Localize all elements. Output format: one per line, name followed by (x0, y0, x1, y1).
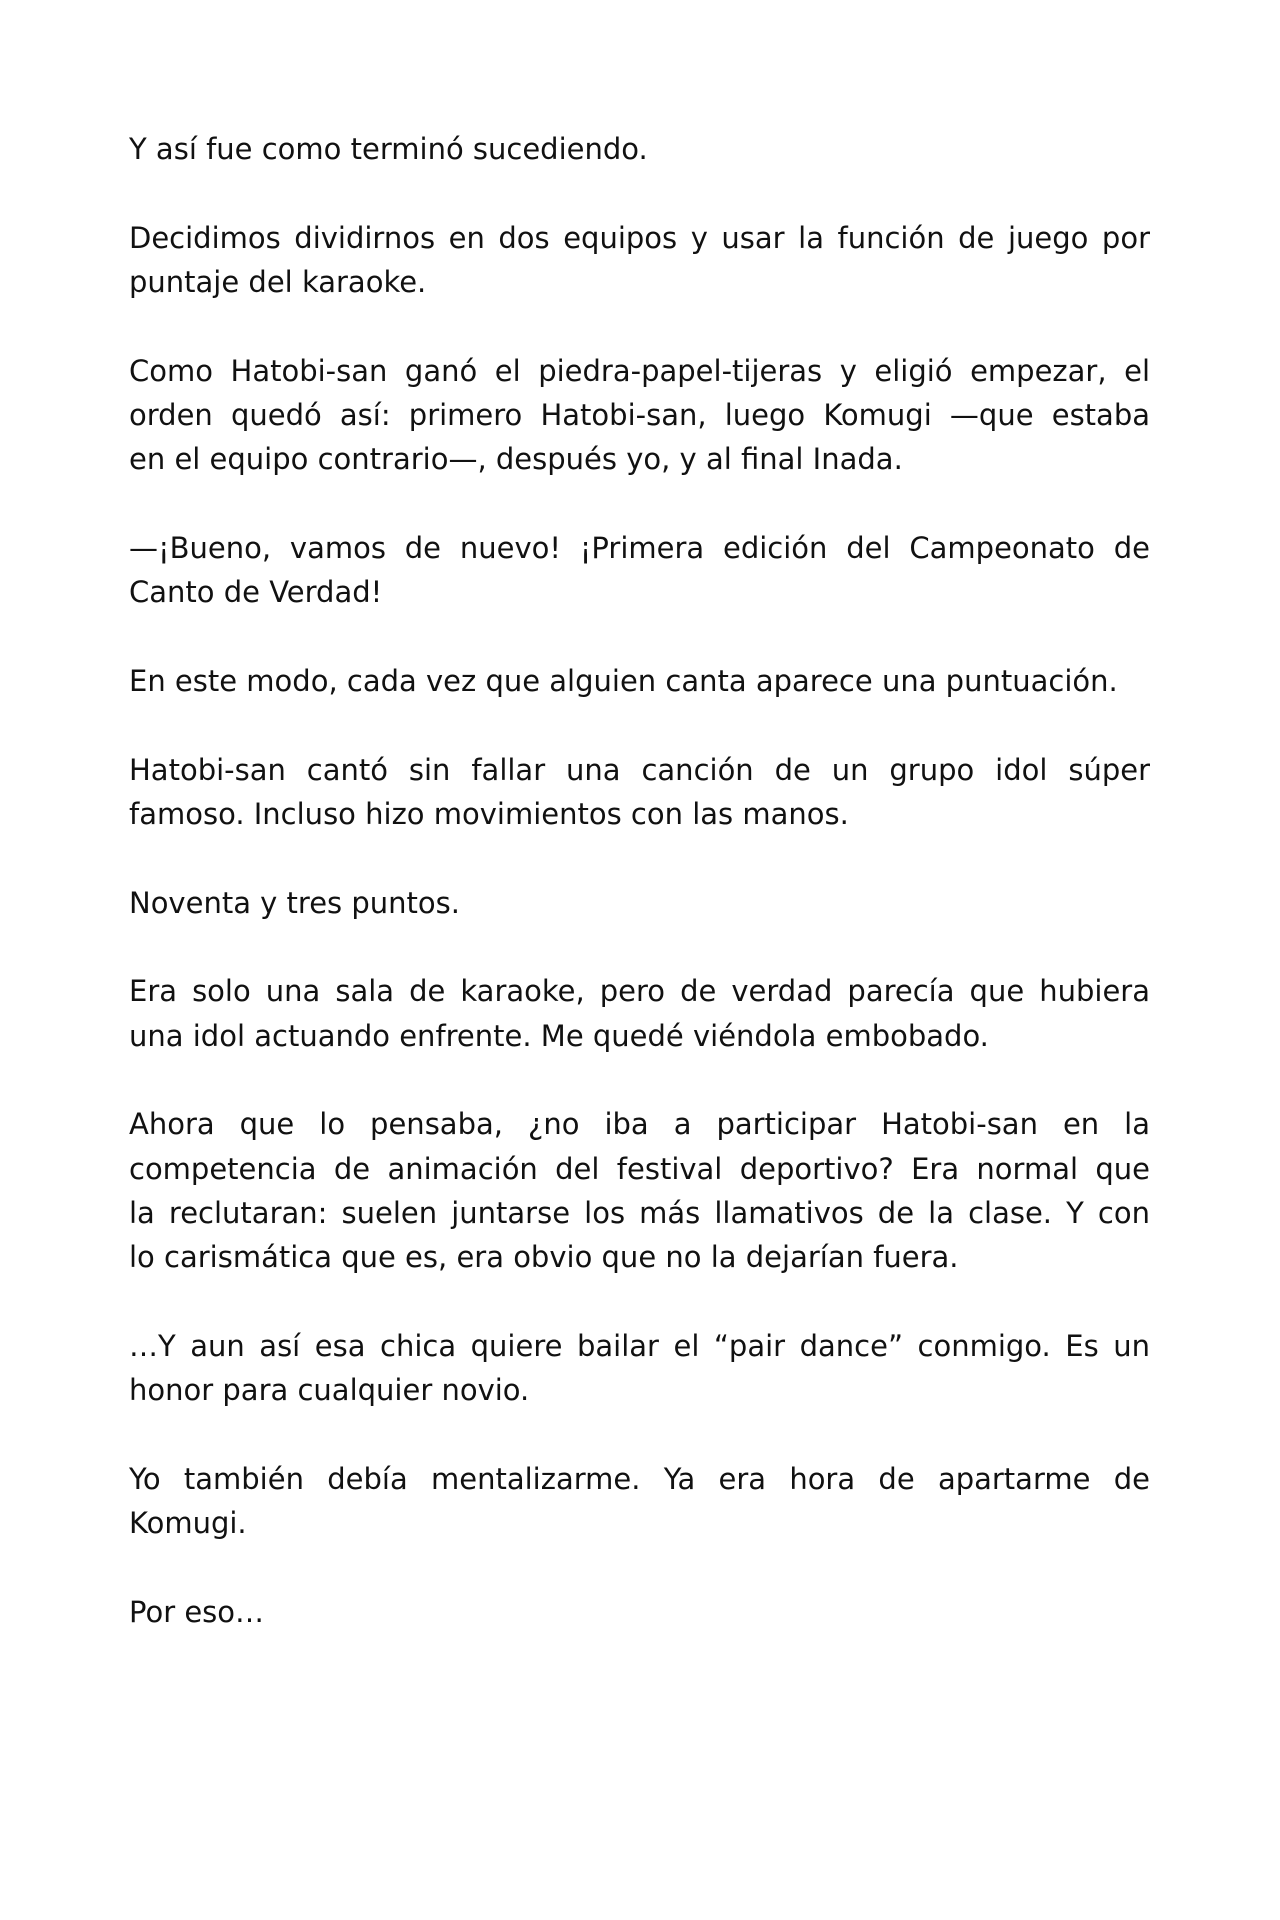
text-line: una idol actuando enfrente. Me quedé viéndola embobado. (129, 1018, 989, 1053)
text-line: la reclutaran: suelen juntarse los más llamativos de la clase. Y con (129, 1195, 1150, 1230)
text-line: Noventa y tres puntos. (129, 885, 460, 920)
paragraph-7 (129, 881, 1150, 925)
text-line: Como Hatobi-san ganó el piedra-papel-tijeras y eligió empezar, el (129, 353, 1150, 388)
text-line: famoso. Incluso hizo movimientos con las manos. (129, 796, 849, 831)
paragraph-6 (129, 748, 1150, 837)
paragraph-11 (129, 1457, 1150, 1546)
paragraph-5 (129, 659, 1150, 703)
text-line: Ahora que lo pensaba, ¿no iba a participar Hatobi-san en la (129, 1107, 1150, 1142)
paragraph-12 (129, 1590, 1150, 1634)
paragraph-3 (129, 349, 1150, 482)
paragraph-8 (129, 969, 1150, 1058)
text-line: Komugi. (129, 1506, 247, 1541)
text-line: En este modo, cada vez que alguien canta aparece una puntuación. (129, 663, 1118, 698)
text-line: Y así fue como terminó sucediendo. (129, 132, 648, 166)
paragraph-4 (129, 526, 1150, 615)
text-line: competencia de animación del festival deportivo? Era normal que (129, 1151, 1150, 1186)
text-line: Decidimos dividirnos en dos equipos y usar la función de juego por (129, 220, 1150, 255)
paragraph-1 (129, 127, 1150, 171)
text-line: lo carismática que es, era obvio que no la dejarían fuera. (129, 1240, 959, 1275)
text-line: Hatobi-san cantó sin fallar una canción de un grupo idol súper (129, 752, 1150, 787)
paragraph-9 (129, 1102, 1150, 1279)
document-page (129, 127, 1150, 1678)
text-line: …Y aun así esa chica quiere bailar el “pair dance” conmigo. Es un (129, 1328, 1150, 1363)
paragraph-2 (129, 216, 1150, 305)
text-line: puntaje del karaoke. (129, 264, 427, 299)
text-line: en el equipo contrario—, después yo, y al final Inada. (129, 442, 903, 477)
text-line: orden quedó así: primero Hatobi-san, luego Komugi —que estaba (129, 397, 1150, 432)
text-line: Era solo una sala de karaoke, pero de verdad parecía que hubiera (129, 974, 1150, 1009)
paragraph-10 (129, 1324, 1150, 1413)
text-line: —¡Bueno, vamos de nuevo! ¡Primera edición del Campeonato de (129, 530, 1150, 565)
text-line: Yo también debía mentalizarme. Ya era hora de apartarme de (129, 1461, 1150, 1496)
text-line: honor para cualquier novio. (129, 1373, 530, 1408)
text-line: Por eso… (129, 1594, 265, 1629)
text-line: Canto de Verdad! (129, 575, 383, 610)
